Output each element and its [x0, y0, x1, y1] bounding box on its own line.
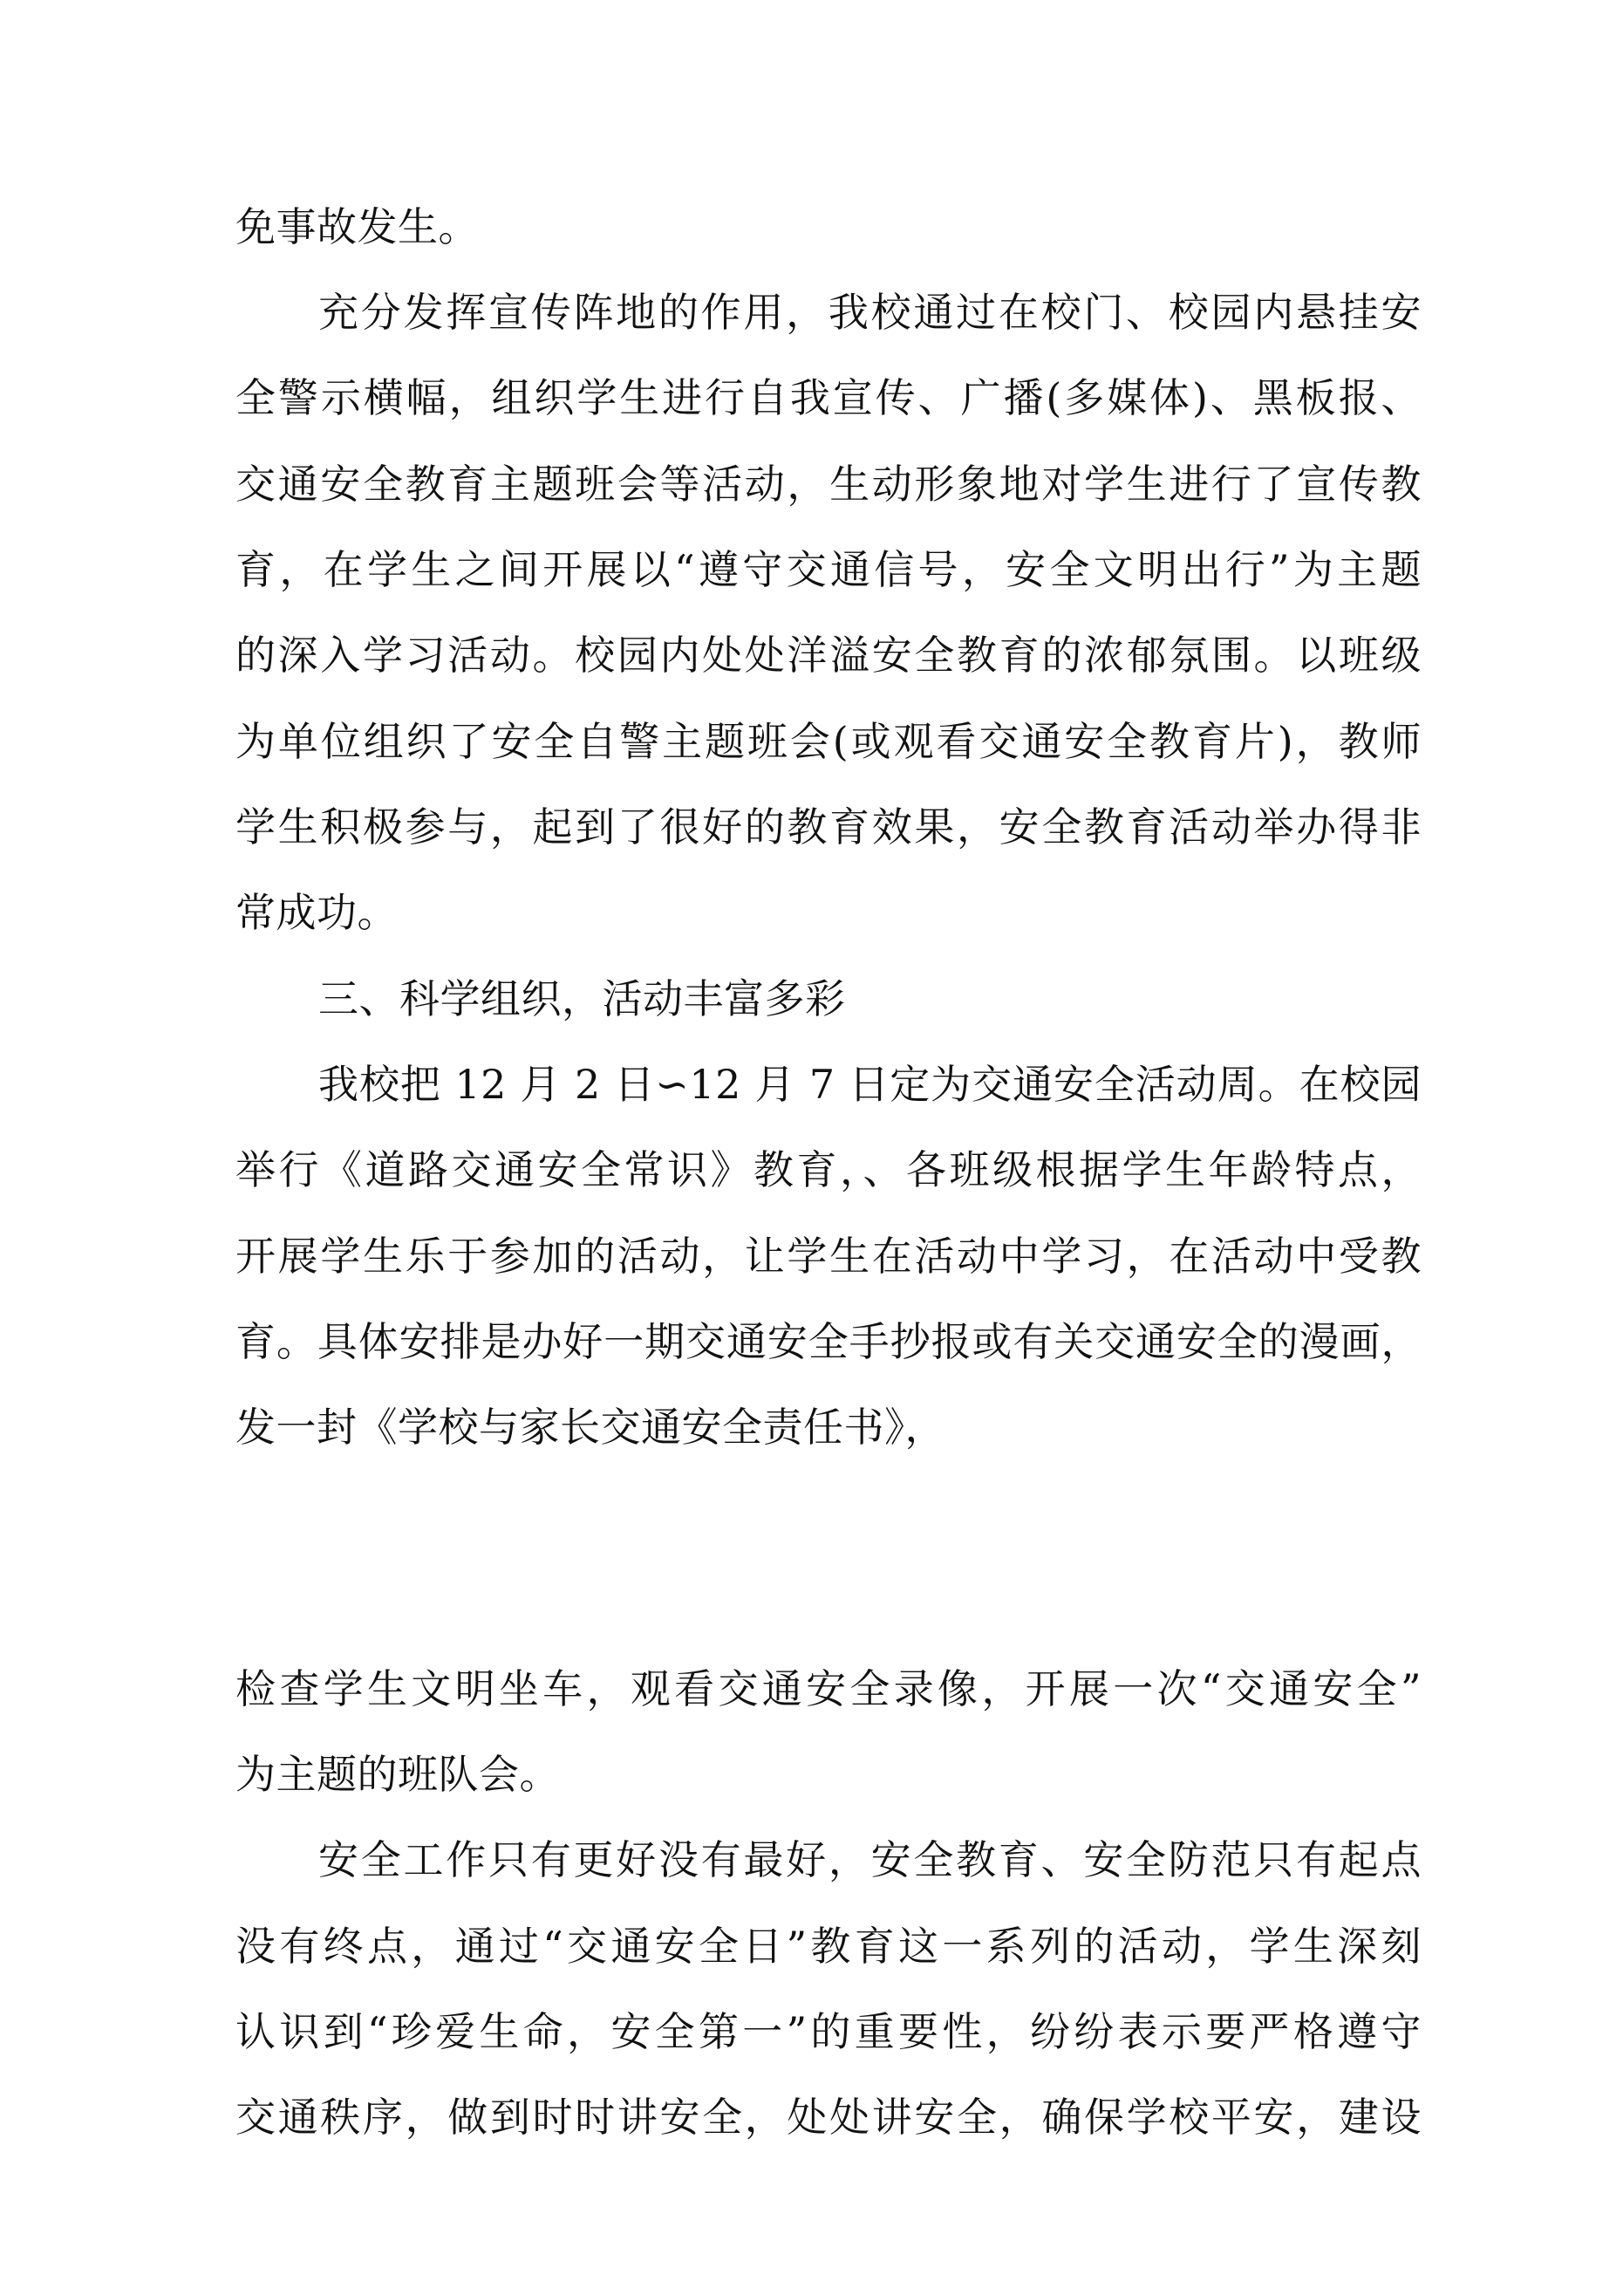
paragraph-line: 没有终点，通过“交通安全日”教育这一系列的活动，学生深刻: [235, 1923, 1422, 1970]
paragraph-line: 检查学生文明坐车，观看交通安全录像，开展一次“交通安全”: [235, 1665, 1422, 1712]
paragraph-line: 交通秩序，做到时时讲安全，处处讲安全，确保学校平安，建设: [235, 2094, 1422, 2141]
paragraph-line: 举行《道路交通安全常识》教育，、各班级根据学生年龄特点，: [235, 1146, 1422, 1193]
paragraph-line: 发一封《学校与家长交通安全责任书》，: [235, 1404, 945, 1451]
section-heading: 三、科学组织，活动丰富多彩: [318, 975, 846, 1022]
paragraph-line: 我校把 12 月 2 日∽12 月 7 日定为交通安全活动周。在校园: [318, 1061, 1422, 1108]
paragraph-line: 充分发挥宣传阵地的作用，我校通过在校门、校园内悬挂安: [318, 289, 1422, 336]
paragraph-line: 免事故发生。: [235, 203, 479, 250]
paragraph-line: 为主题的班队会。: [235, 1751, 560, 1798]
paragraph-line: 常成功。: [235, 889, 398, 936]
paragraph-line: 育，在学生之间开展以“遵守交通信号，安全文明出行”为主题: [235, 546, 1422, 593]
paragraph-line: 安全工作只有更好没有最好，安全教育、安全防范只有起点: [318, 1836, 1422, 1883]
paragraph-line: 为单位组织了安全自警主题班会(或观看交通安全教育片)，教师: [235, 718, 1422, 765]
paragraph-line: 认识到“珍爱生命，安全第一”的重要性，纷纷表示要严格遵守: [235, 2008, 1422, 2055]
paragraph-line: 全警示横幅，组织学生进行自我宣传、广播(多媒体)、黑板报、: [235, 374, 1422, 421]
paragraph-line: 交通安全教育主题班会等活动，生动形象地对学生进行了宣传教: [235, 461, 1422, 508]
paragraph-line: 学生积极参与，起到了很好的教育效果，安全教育活动举办得非: [235, 803, 1422, 851]
paragraph-line: 的深入学习活动。校园内处处洋溢安全教育的浓郁氛围。以班级: [235, 632, 1422, 679]
paragraph-line: 开展学生乐于参加的活动，让学生在活动中学习，在活动中受教: [235, 1233, 1422, 1280]
paragraph-line: 育。具体安排是办好一期交通安全手抄报或有关交通安全的漫画，: [235, 1318, 1422, 1365]
